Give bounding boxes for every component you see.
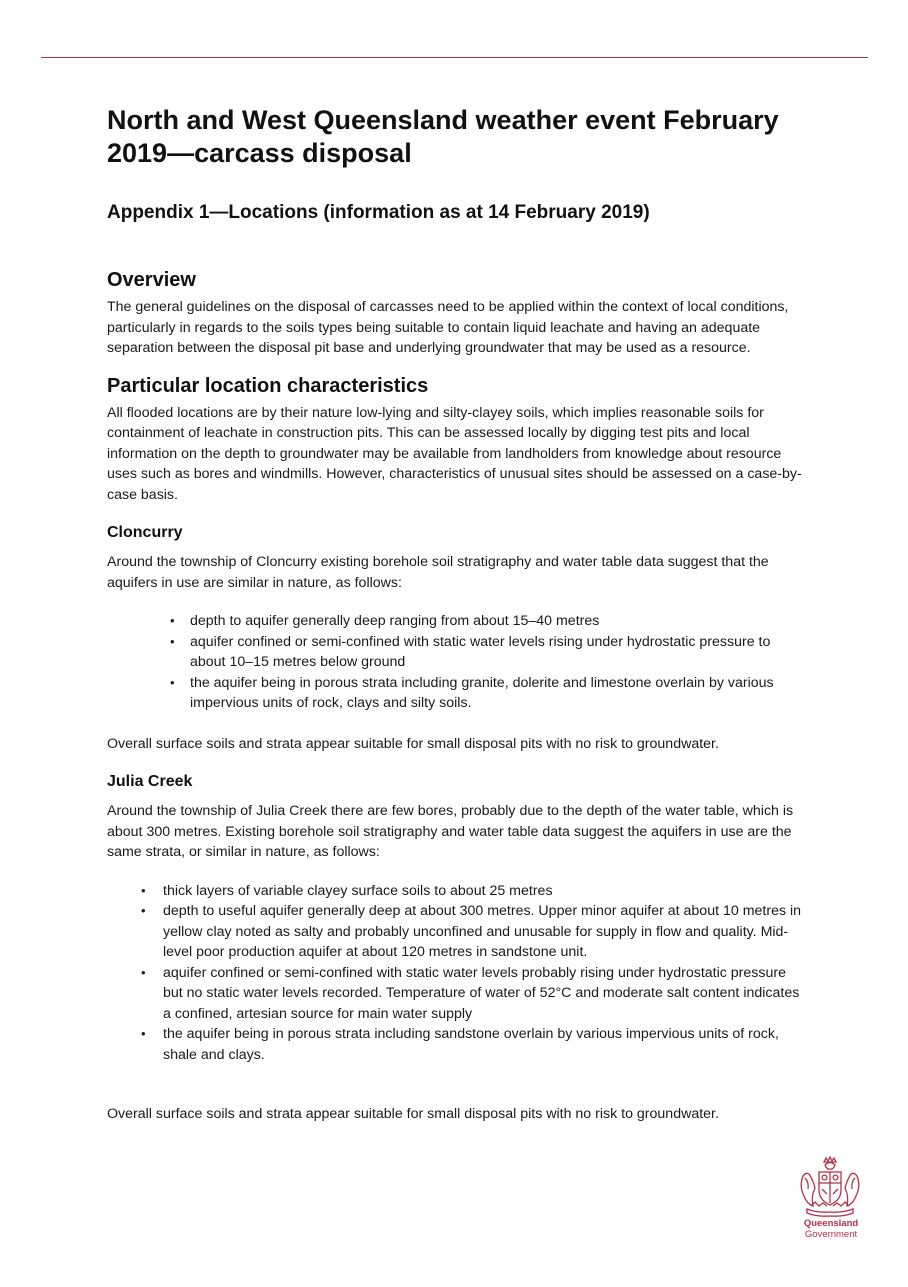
julia-creek-heading: Julia Creek bbox=[107, 773, 193, 790]
particular-paragraph: All flooded locations are by their nature low-lying and silty-clayey soils, which implies reasonable soils for containment of leachate in construction pits. This can be assessed locally by digging test pits and local information on the depth to groundwater may be available from landholders from knowledge about resource uses such as bores and windmills. However, characteristics of unusual sites should be assessed on a case-by-case basis. bbox=[107, 404, 802, 503]
overview-heading: Overview bbox=[107, 269, 196, 291]
list-item: • aquifer confined or semi-confined with static water levels probably rising under hydrostatic pressure but no static water levels recorded. Temperature of water of 52°C and moderate salt content indicates a confined, artesian source for main water supply bbox=[107, 963, 807, 1025]
logo-wordmark bbox=[795, 1218, 867, 1240]
list-item: • the aquifer being in porous strata including sandstone overlain by various impervious units of rock, shale and clays. bbox=[107, 1024, 807, 1065]
julia-creek-intro: Around the township of Julia Creek there are few bores, probably due to the depth of the water table, which is about 300 metres. Existing borehole soil stratigraphy and water table data suggest the aquifers in use are the same strata, or similar in nature, as follows: bbox=[107, 803, 794, 860]
cloncurry-heading: Cloncurry bbox=[107, 524, 183, 541]
list-item: • aquifer confined or semi-confined with static water levels rising under hydrostatic pressure to about 10–15 metres below ground bbox=[107, 632, 807, 673]
list-item: • the aquifer being in porous strata including granite, dolerite and limestone overlain by various impervious units of rock, clays and silty soils. bbox=[107, 673, 807, 714]
document-title: North and West Queensland weather event February 2019—carcass disposal bbox=[107, 105, 779, 168]
particular-heading: Particular location characteristics bbox=[107, 374, 429, 397]
overview-paragraph: The general guidelines on the disposal of carcasses need to be applied within the context of local conditions, particularly in regards to the soils types being suitable to contain liquid leachate and having an adequate separation between the disposal pit base and underlying groundwater that may be used as a resource. bbox=[107, 299, 789, 356]
list-item: • depth to useful aquifer generally deep at about 300 metres. Upper minor aquifer at about 10 metres in yellow clay noted as salty and probably unconfined and unusable for supply in flow and quality. Mid-level poor production aquifer at about 120 metres in sandstone unit. bbox=[107, 901, 807, 963]
cloncurry-bullet-list bbox=[107, 611, 807, 714]
queensland-government-logo bbox=[795, 1156, 865, 1248]
julia-creek-bullet-list bbox=[107, 881, 807, 1066]
cloncurry-intro: Around the township of Cloncurry existing borehole soil stratigraphy and water table data suggest that the aquifers in use are similar in nature, as follows: bbox=[107, 554, 769, 591]
cloncurry-summary: Overall surface soils and strata appear suitable for small disposal pits with no risk to groundwater. bbox=[107, 735, 719, 752]
appendix-heading: Appendix 1—Locations (information as at 14 February 2019) bbox=[107, 202, 650, 223]
queensland-coat-of-arms-icon bbox=[795, 1156, 865, 1218]
header-rule bbox=[41, 57, 868, 58]
list-item: • thick layers of variable clayey surface soils to about 25 metres bbox=[107, 881, 807, 902]
list-item: • depth to aquifer generally deep ranging from about 15–40 metres bbox=[107, 611, 807, 632]
document-body bbox=[107, 104, 807, 1125]
logo-line-government: Government bbox=[804, 1229, 858, 1240]
julia-creek-summary: Overall surface soils and strata appear suitable for small disposal pits with no risk to groundwater. bbox=[107, 1106, 719, 1122]
logo-line-queensland: Queensland bbox=[803, 1218, 859, 1229]
